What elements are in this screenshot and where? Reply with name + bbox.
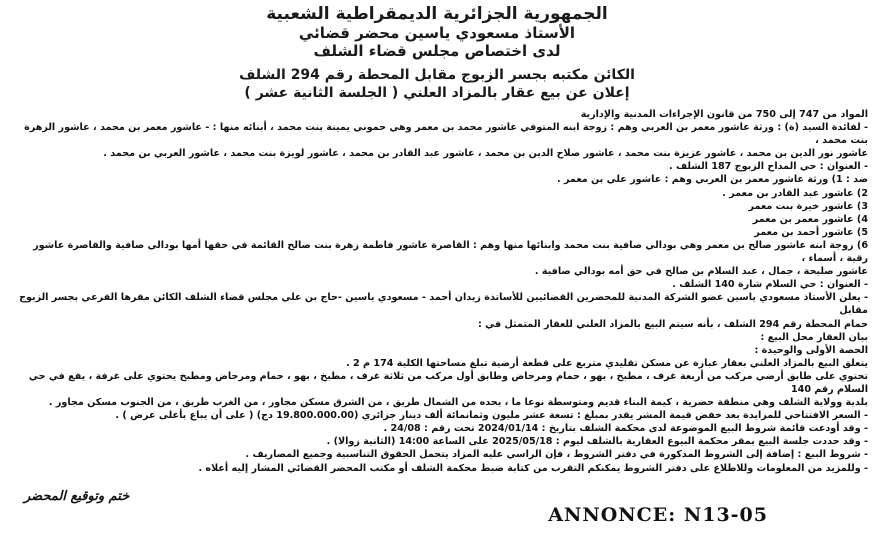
body-line: 4) عاشور معمر بن معمر [752,213,868,225]
body-line: 6) زوجة ابنه عاشور صالح بن معمر وهي بودالي صافية بنت محمد وابنائها منها وهم : القاصرة عاشور فاطمة زهرة بنت صالح القائمة في حقها أمها بودالي صافية والقاصرة عاشور رقية ، أسماء ، [33,239,868,265]
body-line: الحصة الأولى والوحيدة : [754,344,868,356]
body-line: 5) عاشور أحمد بن معمر [754,226,868,238]
body-line: - وقد أودعت قائمة شروط البيع الموضوعة لدى محكمة الشلف بتاريخ : 2024/01/14 تحت رقم : 24/08 . [383,423,868,435]
signature-label: ختم وتوقيع المحضر [24,489,130,504]
body-line: - وقد حددت جلسة البيع بمقر محكمة البيوع العقارية بالشلف ليوم : 2025/05/18 على الساعة 14:00 (الثانية زوالا) . [326,436,868,448]
header-republic: الجمهورية الجزائرية الديمقراطية الشعبية [266,4,608,24]
body-line: عاشور نور الدين بن محمد ، عاشور عزيزة بنت محمد ، عاشور صلاح الدين بن محمد ، عاشور عبد القادر بن محمد ، عاشور لويزة بنت محمد ، عاشور العربي بن محمد . [103,148,868,160]
body-line: 3) عاشور خيرة بنت معمر [748,200,868,212]
header-jurisdiction: لدى اختصاص مجلس قضاء الشلف [313,42,561,60]
header-bailiff-name: الأستاذ مسعودي ياسين محضر قضائي [298,24,576,42]
body-line: المواد من 747 إلى 750 من قانون الإجراءات المدنية والإدارية [580,109,868,120]
header-notice-title: إعلان عن بيع عقار بالمزاد العلني ( الجلسة الثانية عشر ) [244,85,630,101]
body-line: - شروط البيع : إضافة إلى الشروط المذكورة في دفتر الشروط ، فإن الراسي عليه المزاد يتحمل الحقوق التناسبية وجميع المصاريف . [245,449,868,461]
body-line: - لفائدة السيد (ة) : ورثة عاشور معمر بن العربي وهم : زوجة ابنه المتوفي عاشور محمد بن معمر وهي حموني يمينة بنت محمد ، أبنائه منها : - عاشور معمر بن محمد ، عاشور الزهرة بنت محمد ، [24,122,868,147]
body-line: 2) عاشور عبد القادر بن معمر . [722,187,868,199]
body-line: - وللمزيد من المعلومات وللاطلاع على دفتر الشروط يمكنكم التقرب من كتابة ضبط محكمة الشلف أو مكتب المحضر القضائي المشار إليه أعلاه . [198,462,868,474]
body-line: تحتوي على طابق أرضي مركب من أربعة غرف ، مطبخ ، بهو ، حمام ومرحاض وطابق أول مركب من ثلاثة غرف ، مطبخ ، بهو ، حمام ومرحاض ومطبخ يحتوي على غرفة ، يقع في حي السلام رقم 140 [28,370,868,395]
body-line: - العنوان : حي المداح الزبوج 187 الشلف . [668,161,868,173]
body-line: عاشور صليحة ، جمال ، عبد السلام بن صالح في حق أمه بودالي صافية . [534,266,868,278]
body-line: - السعر الافتتاحي للمزايدة بعد خفض قيمة المشر يقدر بمبلغ : تسعة عشر مليون وثمانمائة ألف دينار جزائري (19.800.000.00 دج) ( على أن يباع بأعلى عرض ) . [115,410,868,422]
body-line: - العنوان : حي السلام شارة 140 الشلف . [672,279,868,291]
body-line: بيان العقار محل البيع : [760,331,868,343]
legal-notice-page [6,4,868,532]
body-line: ضد : 1) ورثة عاشور معمر بن العربي وهم : عاشور علي بن معمر . [556,174,868,186]
header-office-address: الكائن مكتبه بجسر الزبوج مقابل المحطة رقم 294 الشلف [239,67,635,83]
notice-body [10,108,868,475]
body-line: بلدية وولاية الشلف وهي منطقة حضرية ، كيمة البناء قديم ومتوسطة نوعا ما ، يحده من الشمال طريق ، من الشرق مسكن مجاور ، من الغرب طريق ، من الجنوب مسكن مجاور . [48,397,868,409]
body-line: حمام المحطة رقم 294 الشلف ، بأنه سيتم البيع بالمزاد العلني للعقار المتمثل في : [477,318,868,330]
body-line: يتعلق البيع بالمزاد العلني بعقار عبارة عن مسكن تقليدي متربع على قطعة أرضية تبلغ مساحتها الكلية 174 م 2 . [345,357,868,369]
annonce-number: ANNONCE: N13-05 [548,504,768,526]
body-line: - يعلن الأستاذ مسعودي ياسين عضو الشركة المدنية للمحضرين القضائيين للأساتذة زيدان أحمد - مسعودي ياسين -حاج بن علي مجلس قضاء الشلف الكائن مقرها الفرعي بجسر الزبوج مقابل [19,292,868,317]
